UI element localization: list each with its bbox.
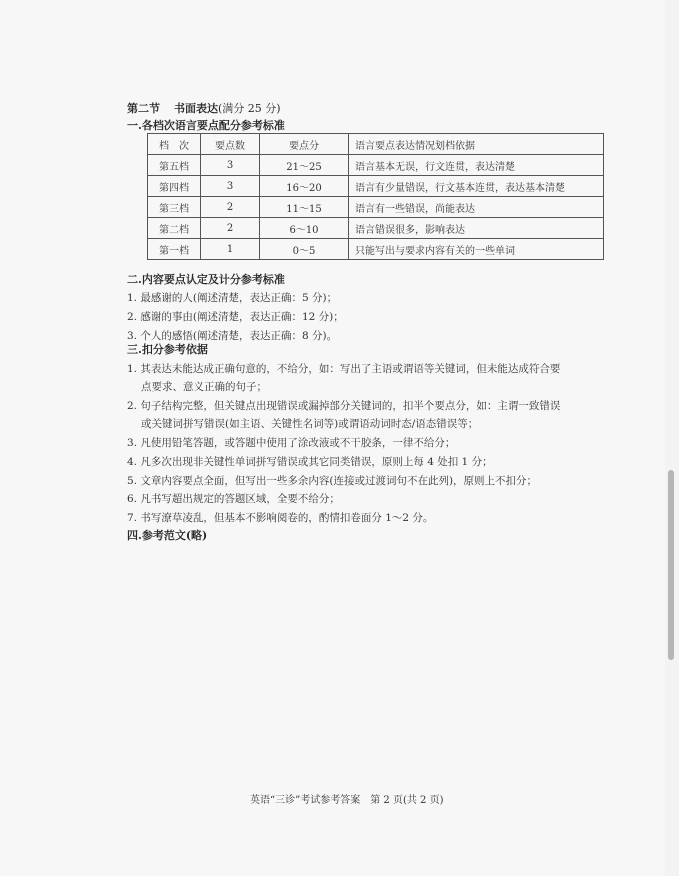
part1-title: 一.各档次语言要点配分参考标准 xyxy=(127,119,285,132)
cell-level: 第一档 xyxy=(148,239,201,260)
table-row xyxy=(148,239,604,260)
header-point-count: 要点数 xyxy=(201,134,260,155)
deduction-rule-line: 5. 文章内容要点全面，但写出一些多余内容(连接或过渡词句不在此列)，原则上不扣分； xyxy=(127,475,538,487)
scoring-table xyxy=(147,133,604,260)
deduction-rule-line: 点要求、意义正确的句子； xyxy=(141,381,267,393)
cell-level: 第三档 xyxy=(148,197,201,218)
cell-point-count: 3 xyxy=(201,155,260,176)
cell-point-count: 2 xyxy=(201,197,260,218)
deduction-rule-line: 7. 书写潦草凌乱，但基本不影响阅卷的，酌情扣卷面分 1～2 分。 xyxy=(127,512,434,524)
section-label: 第二节 xyxy=(127,102,160,115)
content-point-item: 2. 感谢的事由(阐述清楚，表达正确：12 分)； xyxy=(127,311,344,323)
cell-criteria: 语言基本无误，行文连贯，表达清楚 xyxy=(349,155,604,176)
deduction-rule-line: 6. 凡书写超出规定的答题区域，全要不给分； xyxy=(127,493,340,505)
cell-point-count: 2 xyxy=(201,218,260,239)
cell-level: 第四档 xyxy=(148,176,201,197)
deduction-rule-line: 或关键词拼写错误(如主语、关键性名词等)或谓语动词时态/语态错误等； xyxy=(141,418,479,430)
cell-criteria: 语言有一些错误，尚能表达 xyxy=(349,197,604,218)
cell-point-score: 21～25 xyxy=(260,155,349,176)
header-point-score: 要点分 xyxy=(260,134,349,155)
cell-criteria: 语言有少量错误，行文基本连贯，表达基本清楚 xyxy=(349,176,604,197)
cell-level: 第二档 xyxy=(148,218,201,239)
cell-criteria: 语言错误很多，影响表达 xyxy=(349,218,604,239)
content-point-item: 1. 最感谢的人(阐述清楚，表达正确：5 分)； xyxy=(127,292,338,304)
cell-point-score: 16～20 xyxy=(260,176,349,197)
deduction-rule-line: 3. 凡使用铅笔答题，或答题中使用了涂改液或不干胶条，一律不给分； xyxy=(127,437,456,449)
page-footer: 英语“三诊”考试参考答案 第 2 页(共 2 页) xyxy=(250,795,444,806)
cell-point-count: 3 xyxy=(201,176,260,197)
section-heading xyxy=(127,100,281,116)
table-row xyxy=(148,218,604,239)
scrollbar-thumb[interactable] xyxy=(668,470,674,660)
section-title: 书面表达 xyxy=(174,102,218,115)
cell-criteria: 只能写出与要求内容有关的一些单词 xyxy=(349,239,604,260)
header-criteria: 语言要点表达情况划档依据 xyxy=(349,134,604,155)
part3-title: 三.扣分参考依据 xyxy=(127,343,208,356)
table-row xyxy=(148,155,604,176)
section-score: (满分 25 分) xyxy=(218,102,281,115)
deduction-rule-line: 4. 凡多次出现非关键性单词拼写错误或其它同类错误，原则上每 4 处扣 1 分； xyxy=(127,456,493,468)
table-row xyxy=(148,176,604,197)
table-header-row xyxy=(148,134,604,155)
header-level: 档 次 xyxy=(148,134,201,155)
cell-level: 第五档 xyxy=(148,155,201,176)
cell-point-score: 0～5 xyxy=(260,239,349,260)
cell-point-count: 1 xyxy=(201,239,260,260)
content-point-item: 3. 个人的感悟(阐述清楚，表达正确：8 分)。 xyxy=(127,330,338,342)
part2-title: 二.内容要点认定及计分参考标准 xyxy=(127,273,285,286)
deduction-rule-line: 1. 其表达未能达成正确句意的，不给分，如：写出了主语或谓语等关键词，但未能达成符合要 xyxy=(127,363,561,375)
part4-title: 四.参考范文(略) xyxy=(127,529,208,542)
deduction-rule-line: 2. 句子结构完整，但关键点出现错误或漏掉部分关键词的，扣半个要点分，如：主谓一致错误 xyxy=(127,400,561,412)
cell-point-score: 6～10 xyxy=(260,218,349,239)
table-row xyxy=(148,197,604,218)
cell-point-score: 11～15 xyxy=(260,197,349,218)
